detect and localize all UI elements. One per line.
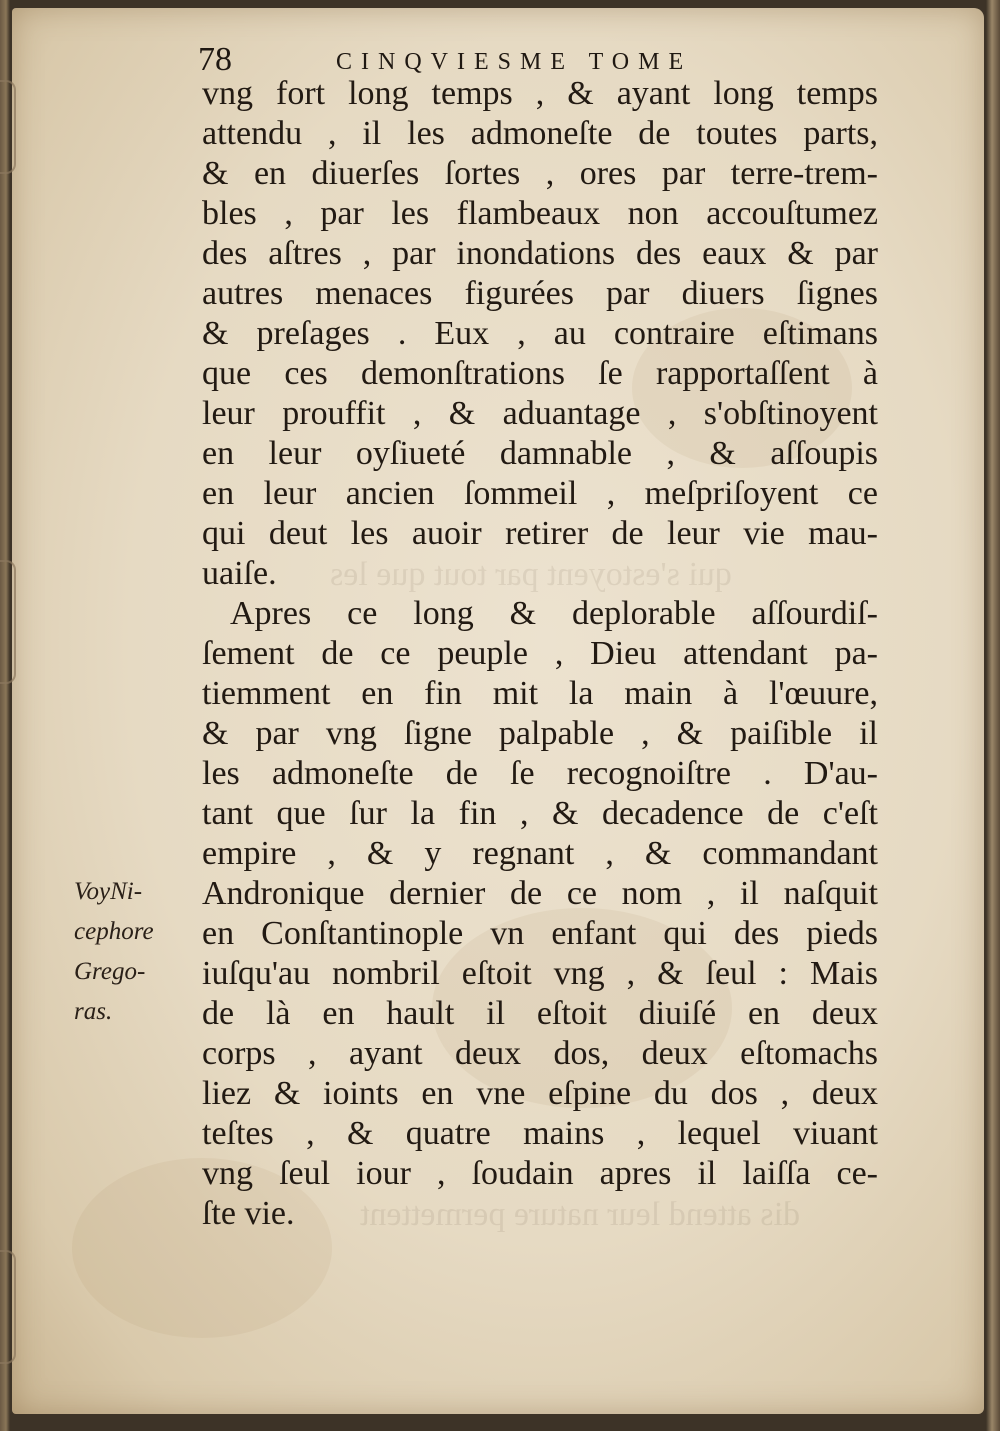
text-line: ſte vie. bbox=[202, 1195, 295, 1232]
text-line: attendu , il les admoneſte de toutes parts, bbox=[202, 115, 878, 152]
text-line: de là en hault il eſtoit diuiſé en deux bbox=[202, 995, 878, 1032]
text-line: que ces demonſtrations ſe rapportaſſent à bbox=[202, 355, 878, 392]
body-text bbox=[202, 74, 878, 1234]
text-line: vng ſeul iour , ſoudain apres il laiſſa ce- bbox=[202, 1155, 878, 1192]
text-line: en leur ancien ſommeil , meſpriſoyent ce bbox=[202, 475, 878, 512]
text-line: liez & ioints en vne eſpine du dos , deux bbox=[202, 1075, 878, 1112]
show-through-text: qui s'estoyent par tout que les bbox=[330, 556, 732, 593]
text-line: teſtes , & quatre mains , lequel viuant bbox=[202, 1115, 878, 1152]
text-line: des aſtres , par inondations des eaux & par bbox=[202, 235, 878, 272]
text-line: corps , ayant deux dos, deux eſtomachs bbox=[202, 1035, 878, 1072]
text-line: iuſqu'au nombril eſtoit vng , & ſeul : Mais bbox=[202, 955, 878, 992]
running-head-title: CINQVIESME TOME bbox=[336, 49, 693, 75]
binding-thread-mark bbox=[0, 80, 16, 174]
text-line: en Conſtantinople vn enfant qui des pieds bbox=[202, 915, 878, 952]
text-line: bles , par les flambeaux non accouſtumez bbox=[202, 195, 878, 232]
margin-note-line: VoyNi- bbox=[74, 878, 143, 905]
binding-thread-mark bbox=[0, 560, 16, 684]
text-line: Andronique dernier de ce nom , il naſquit bbox=[202, 875, 878, 912]
text-line: & par vng ſigne palpable , & paiſible il bbox=[202, 715, 878, 752]
margin-note-line: ras. bbox=[74, 998, 113, 1025]
text-line: tant que ſur la fin , & decadence de c'eſt bbox=[202, 795, 878, 832]
text-line: & en diuerſes ſortes , ores par terre-trem- bbox=[202, 155, 878, 192]
text-line: tiemment en fin mit la main à l'œuure, bbox=[202, 675, 878, 712]
text-line: les admoneſte de ſe recognoiſtre . D'au- bbox=[202, 755, 878, 792]
margin-note-line: Grego- bbox=[74, 958, 146, 985]
binding-thread-mark bbox=[0, 1250, 16, 1364]
text-line: empire , & y regnant , & commandant bbox=[202, 835, 878, 872]
show-through-text: dis attend leur nature permettent bbox=[360, 1196, 800, 1233]
margin-note bbox=[74, 872, 198, 1032]
text-line: uaiſe. bbox=[202, 555, 277, 592]
text-line: ſement de ce peuple , Dieu attendant pa- bbox=[202, 635, 878, 672]
page-number: 78 bbox=[198, 41, 232, 78]
text-line: vng fort long temps , & ayant long temps bbox=[202, 75, 878, 112]
text-line: & preſages . Eux , au contraire eſtimans bbox=[202, 315, 878, 352]
text-line: en leur oyſiueté damnable , & aſſoupis bbox=[202, 435, 878, 472]
text-line: Apres ce long & deplorable aſſourdiſ- bbox=[230, 595, 878, 632]
text-line: leur prouffit , & aduantage , s'obſtinoyent bbox=[202, 395, 878, 432]
text-line: qui deut les auoir retirer de leur vie mau- bbox=[202, 515, 878, 552]
margin-note-line: cephore bbox=[74, 918, 154, 945]
text-line: autres menaces figurées par diuers ſignes bbox=[202, 275, 878, 312]
